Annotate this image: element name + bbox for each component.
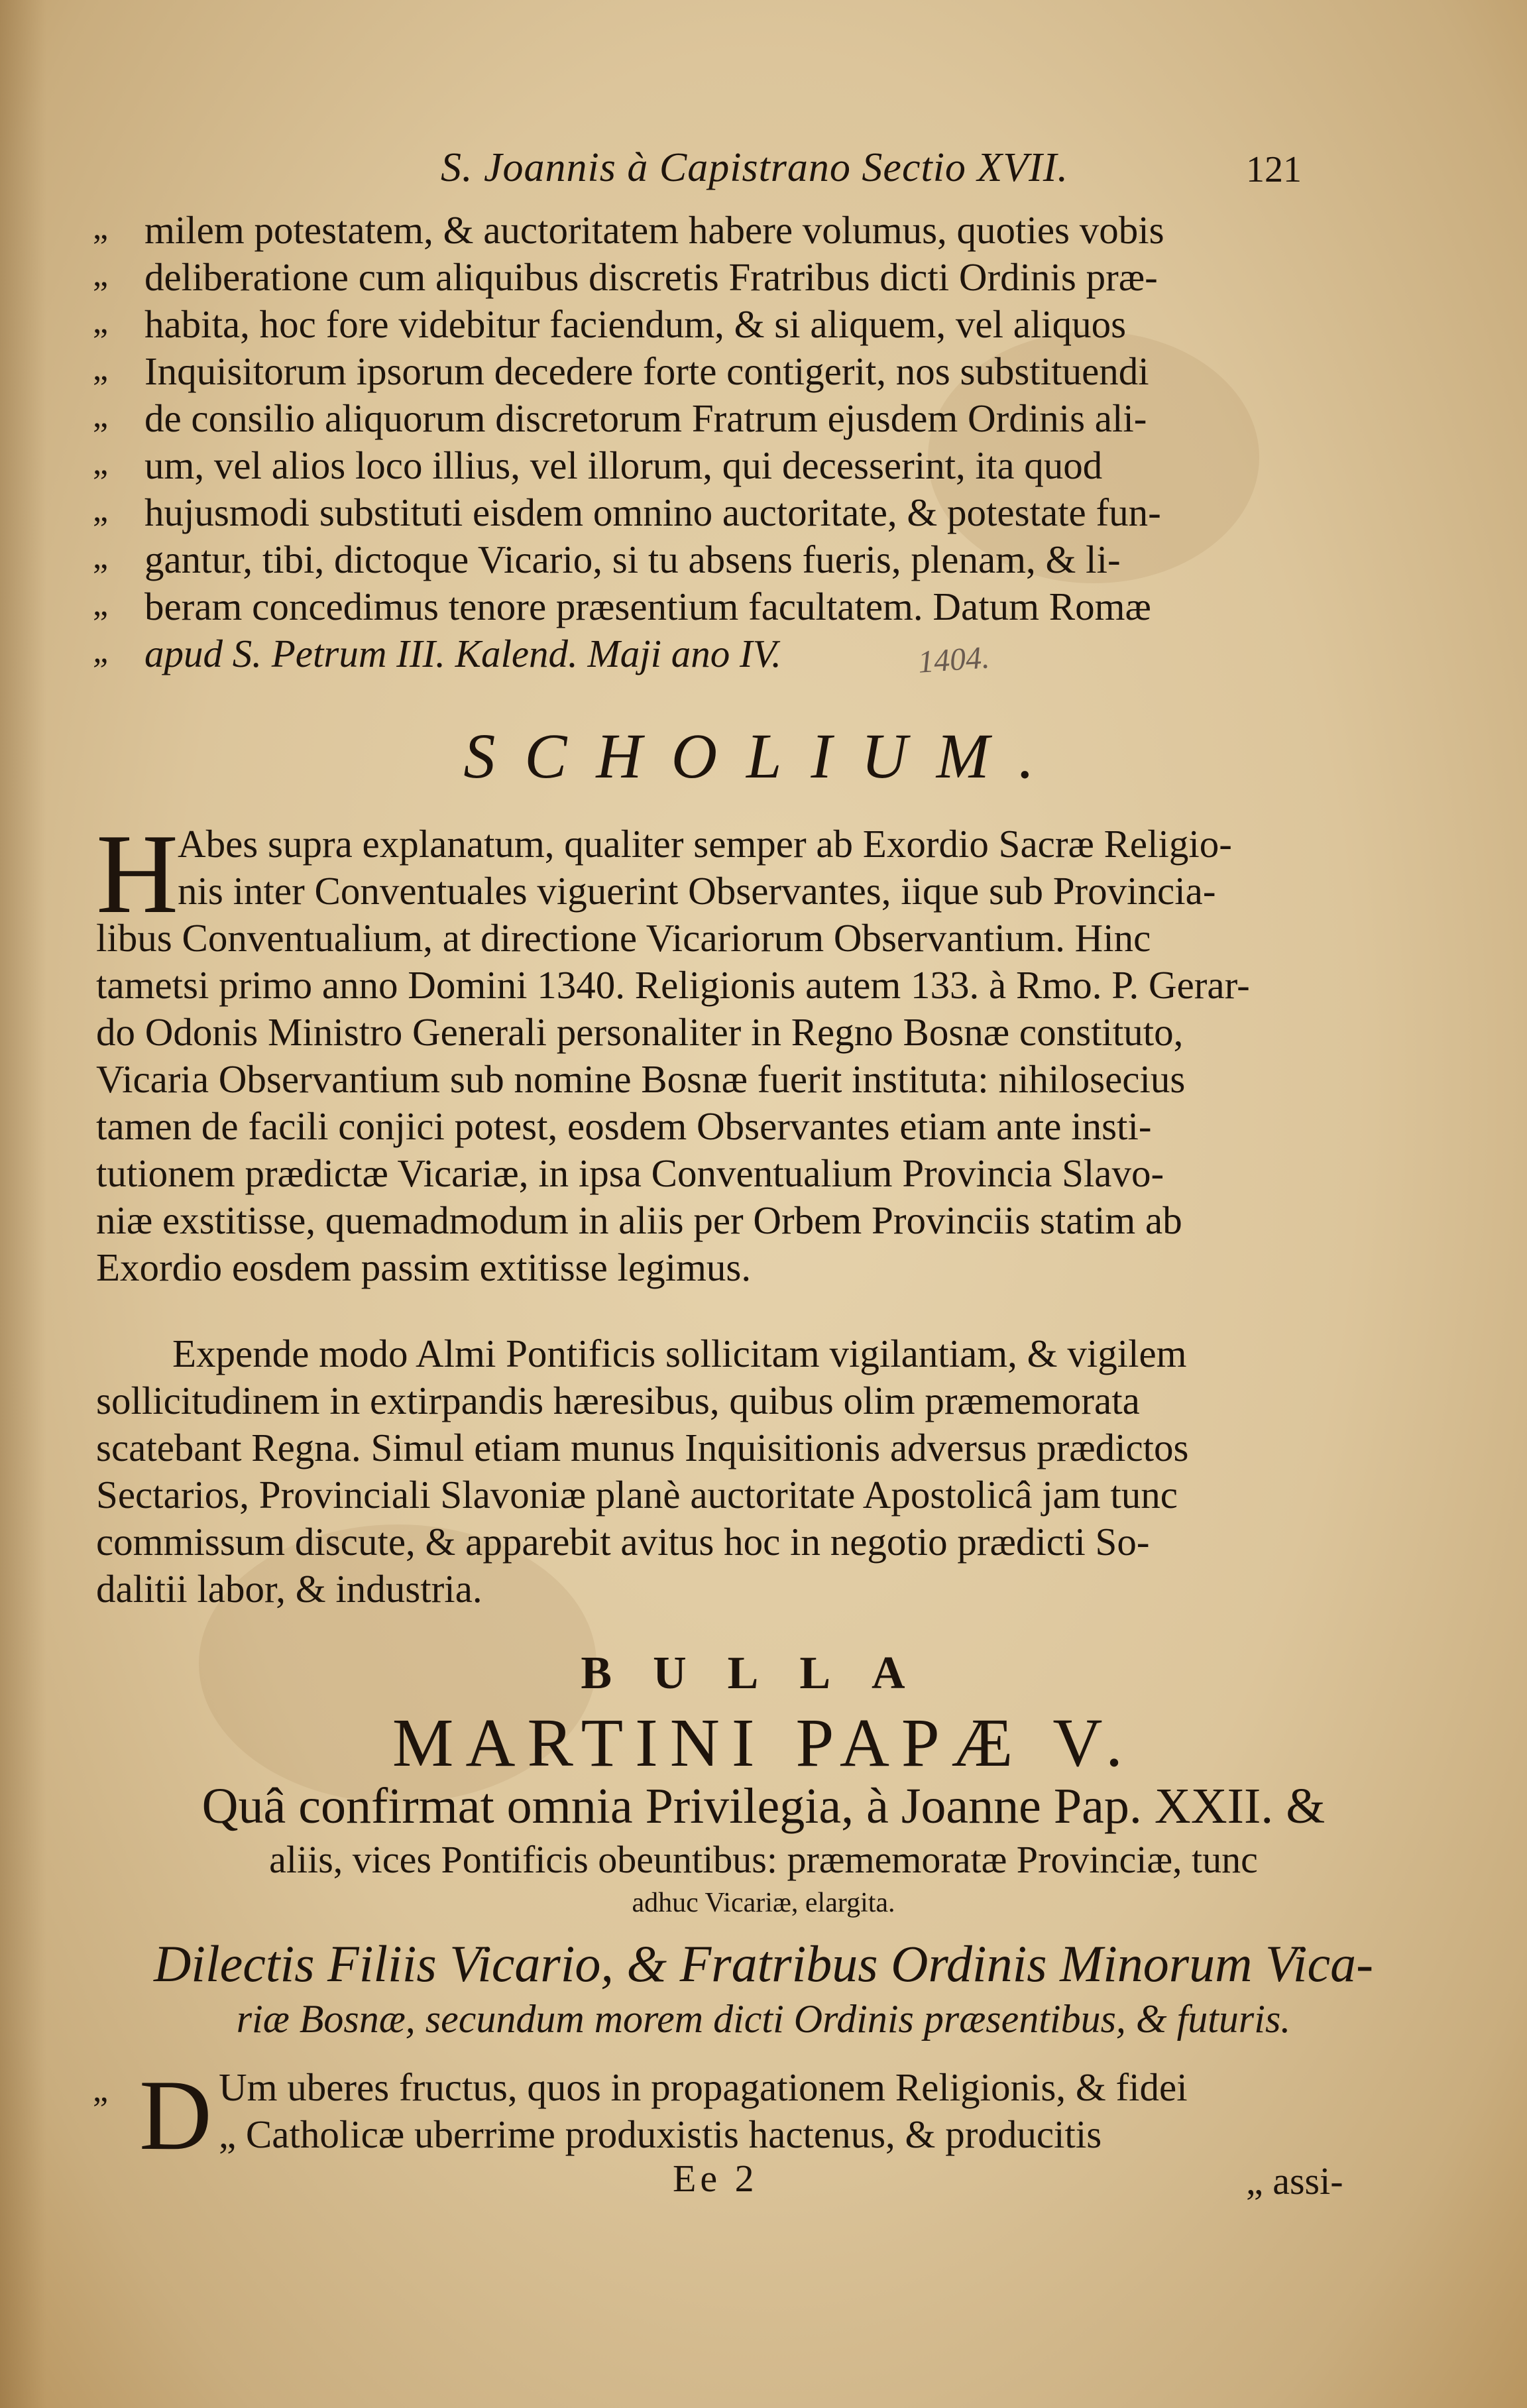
text-line: sollicitudinem in extirpandis hæresibus, quibus olim præmemorata [96,1379,1140,1422]
drop-cap: H [96,811,179,937]
quote-mark: „ [93,2071,109,2109]
quote-mark: „ [93,397,109,435]
catchword: „ assi- [1246,2159,1343,2203]
text-line: do Odonis Ministro Generali personaliter in Regno Bosnæ constituto, [96,1010,1184,1054]
signature-mark: Ee 2 [673,2157,758,2200]
text-line: Sectarios, Provinciali Slavoniæ planè auctoritate Apostolicâ jam tunc [96,1473,1178,1517]
bulla-address-1: Dilectis Filiis Vicario, & Fratribus Ordinis Minorum Vica- [153,1935,1374,1992]
quote-mark: „ [93,350,109,388]
quote-mark: „ [93,303,109,341]
scholium-heading: SCHOLIUM. [463,720,1064,791]
bulla-subtitle-3: adhuc Vicariæ, elargita. [632,1888,895,1918]
page-number: 121 [1246,149,1302,190]
quote-mark: „ [93,444,109,482]
quote-mark: „ [93,256,109,294]
book-page: S. Joannis à Capistrano Sectio XVII. 121 „ milem potestatem, & auctoritatem habere volumus, quoties vobis „ deliberatione cum aliquibus discretis Fratribus dicti Ordinis præ- „ habita, hoc fore videbitur faciendum, & si aliquem, vel aliquos „ Inquisitorum ipsorum decedere forte contigerit, nos substituendi „ de consilio aliquorum discretorum Fratrum ejusdem Ordinis ali- „ um, vel alios loco illius, vel illorum, qui decesserint, ita quod „ hujusmodi substituti eisdem omnino auctoritate, & potestate fun- „ gantur, tibi, dictoque Vicario, si tu absens fueris, plenam, & li- „ beram concedimus tenore præsentium facultatem. Datum Romæ „ apud S. Petrum III. Kalend. Maji ano IV. 1404. SCHOLIUM. H Abes supra explanatum, qualiter semper ab Exordio Sacræ Religio- nis inter Conventuales viguerint Observantes, iique sub Provincia- libus Conventualium, at directione Vicariorum Observantium. Hinc tametsi primo anno Domini 1340. Religionis autem 133. à Rmo. P. Gerar- do Odonis Ministro Generali personaliter in Regno Bosnæ constituto, Vicaria Observantium sub nomine Bosnæ fuerit instituta: nihilosecius tamen de facili conjici potest, eosdem Observantes etiam ante insti- tutionem prædictæ Vicariæ, in ipsa Conventualium Provincia Slavo- niæ exstitisse, quemadmodum in aliis per Orbem Provinciis statim ab Exordio eosdem passim extitisse legimus. Expende modo Almi Pontificis sollicitam vigilantiam, & vigilem sollicitudinem in extirpandis hæresibus, quibus olim præmemorata scatebant Regna. Simul etiam munus Inquisitionis adversus prædictos Sectarios, Provinciali Slavoniæ planè auctoritate Apostolicâ jam tunc commissum discute, & apparebit avitus hoc in negotio prædicti So- dalitii labor, & industria. BULLA MARTINI PAPÆ V. Quâ confirmat omnia Privilegia, à Joanne Pap. XXII. & aliis, vices Pontificis obeuntibus: præmemoratæ Provinciæ, tunc adhuc Vicariæ, elargita. Dilectis Filiis Vicario, & Fratribus Ordinis Minorum Vica- riæ Bosnæ, secundum morem dicti Ordinis præsentibus, & futuris. „ D Um uberes fructus, quos in propagationem Religionis, & fidei „ Catholicæ uberrime produxistis hactenus, & producitis Ee 2 „ assi- [0,0,1527,2408]
drop-cap: D [139,2059,212,2171]
quote-mark: „ [93,491,109,529]
text-line: Abes supra explanatum, qualiter semper ab Exordio Sacræ Religio- [178,822,1232,866]
bulla-title: MARTINI PAPÆ V. [392,1705,1135,1781]
text-line: Vicaria Observantium sub nomine Bosnæ fuerit instituta: nihilosecius [96,1057,1186,1101]
text-line: tutionem prædictæ Vicariæ, in ipsa Conventualium Provincia Slavo- [96,1151,1164,1195]
running-head: S. Joannis à Capistrano Sectio XVII. [441,145,1068,190]
text-line: Exordio eosdem passim extitisse legimus. [96,1245,752,1289]
bulla-label: BULLA [581,1648,946,1699]
quote-mark: „ [93,585,109,623]
text-line: Um uberes fructus, quos in propagationem Religionis, & fidei [219,2065,1188,2109]
text-line: Expende modo Almi Pontificis sollicitam vigilantiam, & vigilem [172,1332,1187,1375]
bulla-address-2: riæ Bosnæ, secundum morem dicti Ordinis præsentibus, & futuris. [236,1997,1291,2041]
quote-mark: „ [93,538,109,576]
bulla-subtitle-2: aliis, vices Pontificis obeuntibus: præmemoratæ Provinciæ, tunc [269,1838,1258,1881]
text-line: commissum discute, & apparebit avitus hoc in negotio prædicti So- [96,1520,1150,1564]
bulla-subtitle-1: Quâ confirmat omnia Privilegia, à Joanne Pap. XXII. & [201,1778,1326,1834]
text-line: niæ exstitisse, quemadmodum in aliis per Orbem Provinciis statim ab [96,1198,1182,1242]
text-line: „ Catholicæ uberrime produxistis hactenus, & producitis [219,2112,1102,2156]
quote-mark: „ [93,632,112,670]
text-line: libus Conventualium, at directione Vicariorum Observantium. Hinc [96,916,1151,960]
text-line: scatebant Regna. Simul etiam munus Inquisitionis adversus prædictos [96,1426,1189,1469]
text-line: dalitii labor, & industria. [96,1567,482,1611]
gutter-shadow [0,0,46,2408]
handwritten-note: 1404. [917,640,991,680]
page-header [0,144,1527,204]
text-line: nis inter Conventuales viguerint Observantes, iique sub Provincia- [178,869,1216,913]
text-line: tamen de facili conjici potest, eosdem Observantes etiam ante insti- [96,1104,1152,1148]
quote-mark: „ [93,209,109,247]
text-line: tametsi primo anno Domini 1340. Religionis autem 133. à Rmo. P. Gerar- [96,963,1250,1007]
